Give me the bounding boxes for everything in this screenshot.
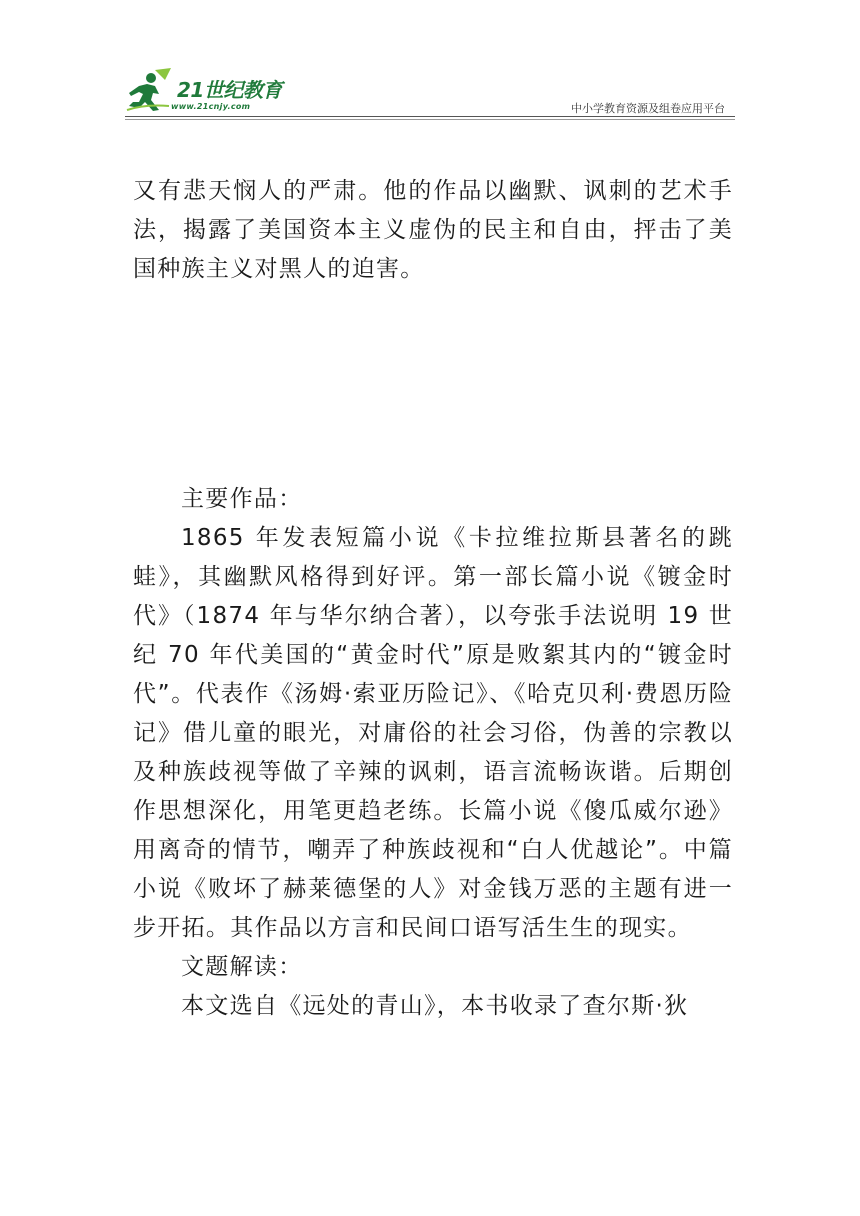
header-tagline: 中小学教育资源及组卷应用平台 [571, 102, 725, 115]
heading-title-interpretation: 文题解读： [181, 954, 303, 980]
paragraph-gap [133, 289, 733, 480]
logo-text: 21世纪教育 [177, 78, 282, 102]
paragraph-intro-end: 又有悲天悯人的严肃。他的作品以幽默、讽刺的艺术手法，揭露了美国资本主义虚伪的民主和自由，抨击了美国种族主义对黑人的迫害。 [133, 178, 733, 282]
logo [125, 66, 305, 118]
paragraph-main-works: 1865 年发表短篇小说《卡拉维拉斯县著名的跳蛙》，其幽默风格得到好评。第一部长篇小说《镀金时代》（1874 年与华尔纳合著），以夸张手法说明 19 世纪 70 年代美国的“黄金时代”原是败絮其内的“镀金时代”。代表作《汤姆·索亚历险记》、《哈克贝利·费恩历险记》借儿童的眼光，对庸俗的社会习俗，伪善的宗教以及种族歧视等做了辛辣的讽刺，语言流畅诙谐。后期创作思想深化，用笔更趋老练。长篇小说《傻瓜威尔逊》用离奇的情节，嘲弄了种族歧视和“白人优越论”。中篇小说《败坏了赫莱德堡的人》对金钱万恶的主题有进一步开拓。其作品以方言和民间口语写活生生的现实。 [133, 525, 733, 941]
heading-main-works: 主要作品： [181, 486, 303, 512]
header-divider [125, 116, 735, 117]
paragraph-title-interpretation: 本文选自《远处的青山》，本书收录了查尔斯·狄 [181, 993, 689, 1019]
page-header [125, 66, 735, 122]
runner-logo-icon [125, 66, 175, 114]
logo-url: www.21cnjy.com [171, 102, 251, 111]
header-divider-thin [125, 119, 735, 120]
document-body [133, 172, 733, 1026]
